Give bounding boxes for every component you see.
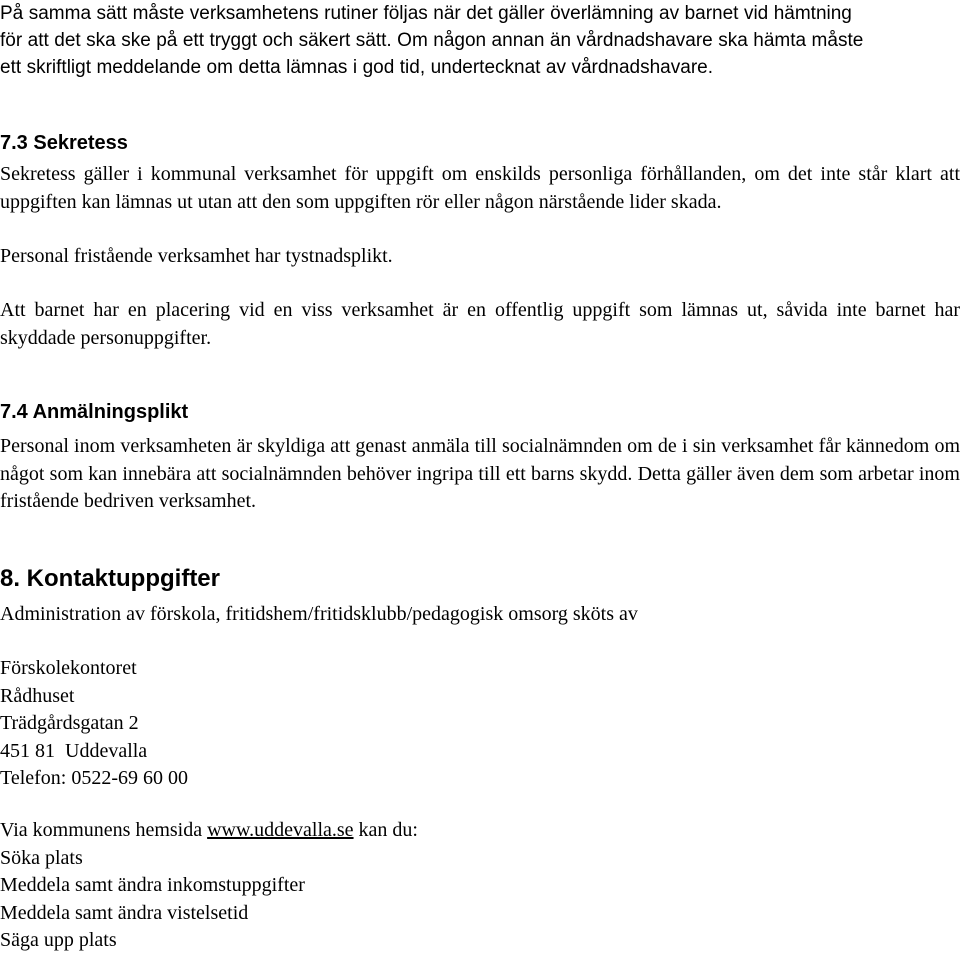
web-prefix: Via kommunens hemsida	[0, 819, 208, 841]
web-line	[0, 817, 960, 845]
placering-paragraph: Att barnet har en placering vid en viss verksamhet är en offentlig uppgift som lämnas ut, såvida inte barnet har skyddade personuppgifter.	[0, 299, 960, 349]
service-item: Meddela samt ändra vistelsetid	[0, 901, 249, 924]
section-7-3-para3	[0, 297, 960, 352]
intro-line: På samma sätt måste verksamhetens rutiner följas när det gäller överlämning av barnet vid hämtning	[0, 3, 852, 24]
address-line: Rådhuset	[0, 684, 75, 707]
intro-line: ett skriftligt meddelande om detta lämnas i god tid, undertecknat av vårdnadshavare.	[0, 57, 713, 78]
address-line: Förskolekontoret	[0, 657, 137, 679]
section-7-3-para1	[0, 161, 960, 216]
address-block	[0, 655, 960, 793]
section-8-heading	[0, 565, 960, 593]
tystnadsplikt-paragraph: Personal fristående verksamhet har tystnadsplikt.	[0, 245, 393, 267]
intro-line: för att det ska ske på ett tryggt och säkert sätt. Om någon annan än vårdnadshavare ska hämta måste	[0, 30, 864, 51]
address-line: 451 81 Uddevalla	[0, 739, 148, 762]
anmalningsplikt-paragraph: Personal inom verksamheten är skyldiga att genast anmäla till socialnämnden om de i sin verksamhet får kännedom om något som kan innebära att socialnämnden behöver ingripa till ett barns skydd. Detta gäller även dem som arbetar inom fristående bedriven verksamhet.	[0, 435, 960, 512]
service-item: Söka plats	[0, 846, 83, 869]
web-services-block	[0, 817, 960, 955]
heading-anmalningsplikt: 7.4 Anmälningsplikt	[0, 401, 189, 423]
section-8-intro	[0, 601, 960, 629]
administration-paragraph: Administration av förskola, fritidshem/fritidsklubb/pedagogisk omsorg sköts av	[0, 603, 638, 625]
website-link[interactable]: www.uddevalla.se	[207, 819, 354, 841]
service-item: Säga upp plats	[0, 929, 117, 951]
heading-kontaktuppgifter: 8. Kontaktuppgifter	[0, 565, 220, 592]
section-7-3-para2	[0, 243, 960, 271]
phone-line: Telefon: 0522-69 60 00	[0, 767, 189, 789]
web-suffix: kan du:	[353, 819, 418, 841]
address-line: Trädgårdsgatan 2	[0, 712, 139, 734]
sekretess-paragraph: Sekretess gäller i kommunal verksamhet för uppgift om enskilds personliga förhållanden, om det inte står klart att uppgiften kan lämnas ut utan att den som uppgiften rör eller någon närstående lider skada.	[0, 163, 960, 213]
section-7-4-para1	[0, 433, 960, 516]
heading-sekretess: 7.3 Sekretess	[0, 132, 128, 154]
intro-paragraph	[0, 0, 960, 81]
section-7-4-heading	[0, 400, 960, 424]
service-item: Meddela samt ändra inkomstuppgifter	[0, 874, 305, 896]
section-7-3-heading	[0, 131, 960, 155]
